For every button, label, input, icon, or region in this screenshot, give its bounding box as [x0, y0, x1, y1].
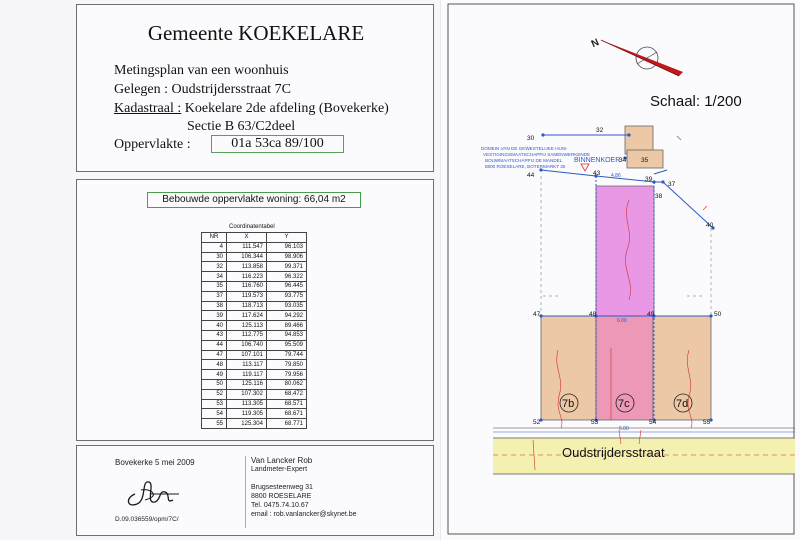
coord-nr: 49	[202, 370, 227, 380]
coordinate-row	[202, 350, 307, 360]
svg-text:N: N	[589, 37, 601, 51]
coord-nr: 47	[202, 350, 227, 360]
built-area: Bebouwde oppervlakte woning: 66,04 m2	[147, 192, 361, 208]
coord-x: 119.573	[227, 291, 267, 301]
coordinate-header-row	[202, 233, 307, 243]
point-44: 44	[527, 172, 535, 179]
coord-y: 89.466	[267, 321, 307, 331]
coord-nr: 30	[202, 252, 227, 262]
coord-y: 96.322	[267, 272, 307, 282]
coordinate-row	[202, 321, 307, 331]
coordinate-table-title: Coordinatentabel	[229, 224, 275, 230]
reference-code: D.09.036559/opm/7C/	[115, 516, 179, 523]
north-arrow-icon	[590, 37, 683, 76]
coord-x: 119.117	[227, 370, 267, 380]
coordinate-row	[202, 379, 307, 389]
right-sheet	[441, 0, 800, 540]
phone: Tel. 0475.74.10.67	[251, 502, 309, 509]
area-label: Oppervlakte :	[114, 137, 191, 152]
coord-y: 96.445	[267, 281, 307, 291]
coord-y: 79.744	[267, 350, 307, 360]
location-row	[114, 82, 291, 98]
coord-y: 93.035	[267, 301, 307, 311]
neighbour-label: BINNENKOER	[574, 157, 621, 164]
cadastre-row	[114, 101, 389, 117]
address-line2: 8800 ROESELARE	[251, 493, 312, 500]
coordinate-row	[202, 370, 307, 380]
owner-note-line2: VESTIGINGSMAATSCHAPPIJ SAMENWERKENDE	[483, 152, 591, 157]
coordinate-table-body	[202, 242, 307, 428]
coord-nr: 54	[202, 409, 227, 419]
col-header-nr: NR	[202, 233, 227, 243]
coord-nr: 48	[202, 360, 227, 370]
coordinate-row	[202, 262, 307, 272]
coordinate-row	[202, 281, 307, 291]
point-43: 43	[593, 170, 601, 177]
garden-7c	[596, 186, 654, 316]
point-55: 55	[703, 419, 711, 426]
surveyor-title: Landmeter-Expert	[251, 466, 308, 473]
coord-y: 94.292	[267, 311, 307, 321]
coord-nr: 32	[202, 262, 227, 272]
coord-x: 106.344	[227, 252, 267, 262]
coord-nr: 44	[202, 340, 227, 350]
coordinate-row	[202, 330, 307, 340]
point-48: 48	[589, 311, 597, 318]
street-label: Oudstrijdersstraat	[562, 445, 665, 460]
coord-x: 113.117	[227, 360, 267, 370]
header-panel	[76, 4, 434, 172]
point-54: 54	[649, 419, 657, 426]
coord-x: 111.547	[227, 242, 267, 252]
section-value: Sectie B 63/C2deel	[187, 119, 296, 134]
dimension-middle: 6.00	[617, 318, 627, 324]
coord-x: 119.305	[227, 409, 267, 419]
coord-nr: 52	[202, 389, 227, 399]
coord-x: 107.302	[227, 389, 267, 399]
warning-triangle-icon	[581, 164, 589, 171]
cadastre-label: Kadastraal :	[114, 101, 182, 116]
location-label: Gelegen :	[114, 82, 169, 97]
coordinate-table	[201, 232, 307, 429]
coord-y: 68.571	[267, 399, 307, 409]
document-title: Gemeente KOEKELARE	[147, 21, 365, 45]
coord-y: 98.906	[267, 252, 307, 262]
point-32: 32	[596, 127, 604, 134]
lot-label-7b: 7b	[562, 398, 575, 410]
coord-x: 116.760	[227, 281, 267, 291]
point-50: 50	[714, 311, 722, 318]
coord-y: 96.103	[267, 242, 307, 252]
coord-nr: 34	[202, 272, 227, 282]
coord-nr: 53	[202, 399, 227, 409]
coord-nr: 43	[202, 330, 227, 340]
coord-y: 79.956	[267, 370, 307, 380]
coord-x: 117.624	[227, 311, 267, 321]
coord-nr: 55	[202, 419, 227, 429]
coord-y: 68.771	[267, 419, 307, 429]
coord-nr: 40	[202, 321, 227, 331]
lot-label-7c: 7c	[618, 398, 630, 410]
lot-label-7d: 7d	[676, 398, 689, 410]
coord-y: 94.853	[267, 330, 307, 340]
coordinate-row	[202, 291, 307, 301]
coordinate-row	[202, 301, 307, 311]
point-47: 47	[533, 311, 541, 318]
point-35: 35	[641, 157, 649, 164]
coordinate-row	[202, 311, 307, 321]
point-34: 34	[619, 157, 627, 164]
coord-nr: 37	[202, 291, 227, 301]
coordinate-row	[202, 399, 307, 409]
footer-panel	[76, 445, 434, 536]
coord-x: 107.101	[227, 350, 267, 360]
point-40: 40	[706, 222, 714, 229]
point-37: 37	[668, 181, 676, 188]
footer-divider	[245, 456, 246, 528]
address-line1: Brugsesteenweg 31	[251, 484, 313, 491]
coordinate-row	[202, 409, 307, 419]
coord-x: 125.304	[227, 419, 267, 429]
coord-x: 106.740	[227, 340, 267, 350]
coordinate-row	[202, 389, 307, 399]
coord-y: 93.775	[267, 291, 307, 301]
coord-y: 99.371	[267, 262, 307, 272]
plan-type: Metingsplan van een woonhuis	[114, 63, 289, 78]
signature	[121, 474, 183, 510]
point-39: 39	[645, 176, 653, 183]
owner-note-line1: DOMEIN VAN DE GEWESTELIJKE HUIS-	[481, 146, 568, 151]
coord-y: 95.509	[267, 340, 307, 350]
coordinate-row	[202, 340, 307, 350]
surveyor-name: Van Lancker Rob	[251, 456, 313, 465]
coord-y: 79.850	[267, 360, 307, 370]
coordinates-panel	[76, 179, 434, 441]
coord-x: 113.305	[227, 399, 267, 409]
point-53: 53	[591, 419, 599, 426]
coord-nr: 39	[202, 311, 227, 321]
owner-note-line4: 8800 ROESELARE, BOTERMARKT 30	[485, 164, 566, 169]
coordinate-row	[202, 242, 307, 252]
coord-y: 80.062	[267, 379, 307, 389]
owner-note-line3: BOUWMAATSCHAPPIJ DE MANDEL	[485, 158, 563, 163]
coordinate-row	[202, 360, 307, 370]
coordinate-row	[202, 419, 307, 429]
email: email : rob.vanlancker@skynet.be	[251, 511, 357, 518]
coord-nr: 35	[202, 281, 227, 291]
area-value: 01a 53ca 89/100	[211, 135, 344, 153]
point-30: 30	[527, 135, 535, 142]
coord-x: 112.775	[227, 330, 267, 340]
coord-x: 113.858	[227, 262, 267, 272]
coord-x: 118.713	[227, 301, 267, 311]
location-value: Oudstrijdersstraat 7C	[171, 82, 291, 97]
dimension-top: 4.86	[611, 173, 621, 179]
coord-nr: 4	[202, 242, 227, 252]
cadastre-value: Koekelare 2de afdeling (Bovekerke)	[184, 101, 389, 116]
col-header-y: Y	[267, 233, 307, 243]
coord-nr: 38	[202, 301, 227, 311]
coord-x: 125.113	[227, 321, 267, 331]
coord-nr: 50	[202, 379, 227, 389]
coord-x: 116.223	[227, 272, 267, 282]
coord-y: 68.671	[267, 409, 307, 419]
point-52: 52	[533, 419, 541, 426]
col-header-x: X	[227, 233, 267, 243]
point-38: 38	[655, 193, 663, 200]
place-date: Bovekerke 5 mei 2009	[115, 458, 195, 467]
coordinate-row	[202, 252, 307, 262]
dimension-bottom: 6.00	[619, 426, 629, 432]
coord-y: 68.472	[267, 389, 307, 399]
coord-x: 125.116	[227, 379, 267, 389]
coordinate-row	[202, 272, 307, 282]
point-49: 49	[647, 311, 655, 318]
scale-label: Schaal: 1/200	[650, 93, 742, 110]
